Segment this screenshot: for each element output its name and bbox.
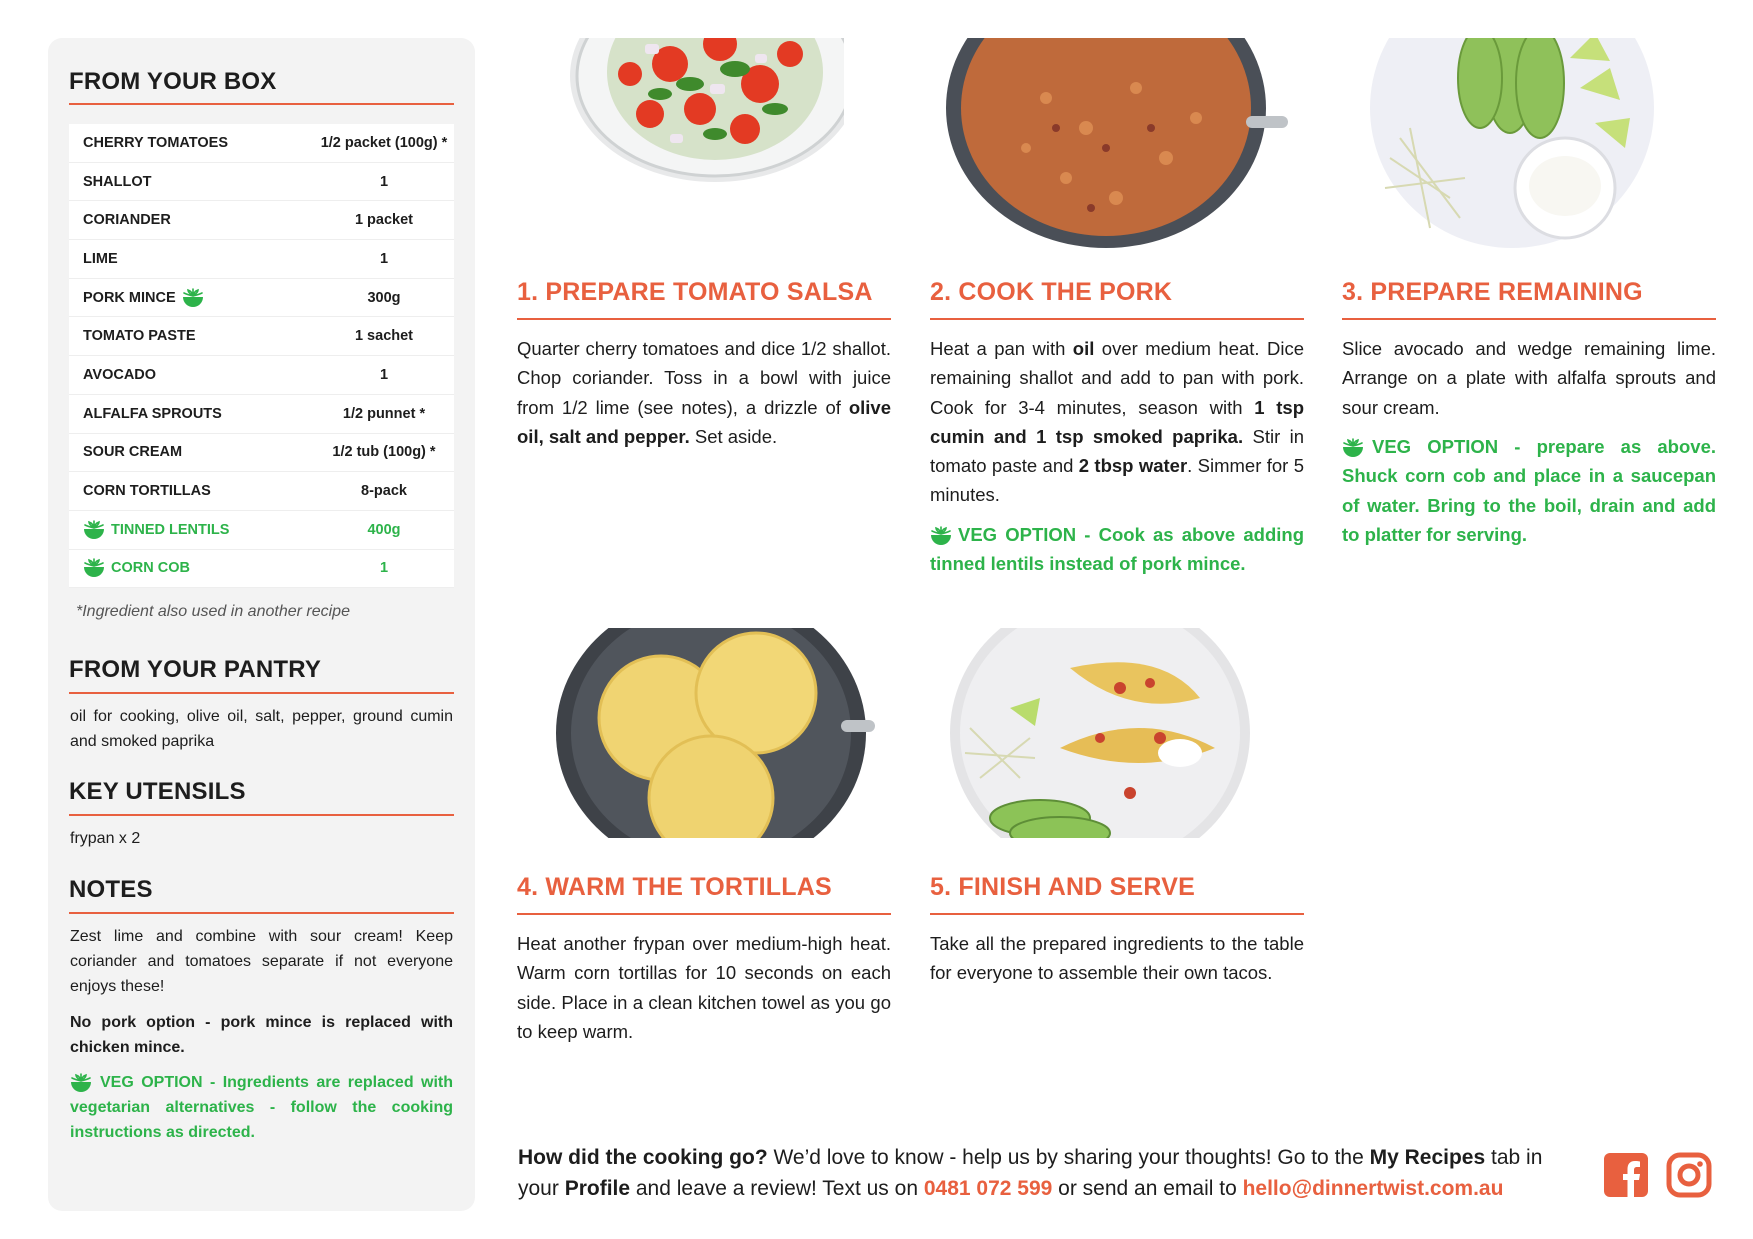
ingredient-quantity: 1/2 punnet * bbox=[342, 405, 426, 422]
ingredient-name-text: CHERRY TOMATOES bbox=[83, 134, 229, 151]
ingredient-name-text: CORIANDER bbox=[83, 212, 171, 229]
ingredient-name-text: CORN COB bbox=[111, 560, 190, 577]
veg-option-icon bbox=[1342, 438, 1364, 458]
veg-option-note bbox=[70, 1070, 453, 1145]
ingredient-name-text: SOUR CREAM bbox=[83, 444, 183, 461]
ingredient-quantity: 400g bbox=[367, 521, 401, 538]
veg-option-icon bbox=[930, 526, 952, 546]
ingredient-quantity: 1 bbox=[379, 560, 389, 577]
ingredient-name bbox=[83, 251, 118, 267]
step-2-text-c: over medium heat. Dice remaining shallot and add to pan with pork. Cook for 3-4 minutes, season with bbox=[930, 338, 1304, 418]
feedback-footer bbox=[518, 1142, 1578, 1204]
step-2-text bbox=[930, 334, 1304, 510]
ingredient-row bbox=[69, 434, 454, 473]
step-4-text: Heat another frypan over medium-high heat. Warm corn tortillas for 10 seconds on each side. Place in a clean kitchen towel as you go to keep warm. bbox=[517, 933, 891, 1042]
veg-option-icon bbox=[83, 558, 105, 578]
step-1-text-a: Quarter cherry tomatoes and dice 1/2 shallot. Chop coriander. Toss in a bowl with juice from 1/2 lime (see notes), a drizzle of bbox=[517, 338, 891, 418]
step-2-text-d: 1 tsp cumin and 1 tsp smoked paprika. bbox=[930, 396, 1304, 447]
ingredient-row bbox=[69, 356, 454, 395]
step-5-title: 5. FINISH AND SERVE bbox=[930, 873, 1195, 901]
ingredient-quantity: 1 bbox=[379, 250, 389, 267]
step-2-text-b: oil bbox=[1072, 338, 1095, 359]
facebook-icon[interactable] bbox=[1603, 1152, 1649, 1198]
tortillas-pan-photo bbox=[556, 628, 876, 838]
avocado-sprouts-plate-photo bbox=[1370, 38, 1655, 248]
ingredient-quantity: 1/2 packet (100g) * bbox=[320, 134, 448, 151]
feedback-question: How did the cooking go? bbox=[518, 1146, 768, 1169]
heading-rule bbox=[69, 814, 454, 816]
ingredient-row bbox=[69, 511, 454, 550]
step-rule bbox=[517, 318, 891, 320]
from-your-box-heading: FROM YOUR BOX bbox=[69, 68, 277, 95]
instagram-icon[interactable] bbox=[1666, 1152, 1712, 1198]
tomato-salsa-bowl-photo bbox=[520, 0, 844, 248]
utensils-text: frypan x 2 bbox=[70, 830, 141, 847]
ingredient-row bbox=[69, 317, 454, 356]
ingredient-name bbox=[83, 174, 151, 190]
heading-rule bbox=[69, 103, 454, 105]
no-pork-note: No pork option - pork mince is replaced with chicken mince. bbox=[70, 1014, 453, 1056]
ingredient-name bbox=[83, 558, 190, 578]
step-2-title: 2. COOK THE PORK bbox=[930, 278, 1173, 306]
ingredient-row bbox=[69, 279, 454, 318]
ingredient-row bbox=[69, 124, 454, 163]
ingredient-name-text: PORK MINCE bbox=[83, 289, 176, 306]
step-1-text-c: Set aside. bbox=[689, 425, 778, 447]
ingredient-name-text: AVOCADO bbox=[83, 366, 157, 383]
ingredient-name bbox=[83, 288, 204, 308]
utensils-heading: KEY UTENSILS bbox=[69, 778, 246, 805]
step-3-veg-text: VEG OPTION - prepare as above. Shuck corn cob and place in a saucepan of water. Bring to the boil, drain and add to platter for serving. bbox=[1342, 436, 1716, 545]
step-2-text-f: 2 tbsp water bbox=[1078, 455, 1188, 477]
step-1-text-b: olive oil, salt and pepper. bbox=[517, 396, 891, 447]
step-rule bbox=[930, 913, 1304, 915]
ingredient-quantity: 1 bbox=[379, 173, 389, 190]
ingredient-name-text: SHALLOT bbox=[83, 173, 152, 190]
step-3-title: 3. PREPARE REMAINING bbox=[1342, 278, 1643, 306]
ingredient-row bbox=[69, 163, 454, 202]
step-2-text-a: Heat a pan with bbox=[930, 338, 1073, 359]
my-recipes-link[interactable]: My Recipes bbox=[1369, 1146, 1486, 1169]
veg-option-icon bbox=[83, 520, 105, 540]
veg-option-icon bbox=[70, 1073, 92, 1093]
email-link[interactable]: hello@dinnertwist.com.au bbox=[1242, 1177, 1504, 1200]
step-1-text bbox=[517, 334, 891, 451]
ingredient-name-text: LIME bbox=[83, 250, 118, 267]
ingredient-row bbox=[69, 472, 454, 511]
tacos-plate-photo bbox=[950, 628, 1260, 838]
veg-swap-icon bbox=[182, 288, 204, 308]
pork-mince-pan-photo bbox=[946, 38, 1291, 248]
ingredient-quantity: 1/2 tub (100g) * bbox=[332, 444, 436, 461]
ingredient-row bbox=[69, 240, 454, 279]
ingredient-name bbox=[83, 406, 222, 422]
ingredient-row bbox=[69, 201, 454, 240]
step-3-text: Slice avocado and wedge remaining lime. Arrange on a plate with alfalfa sprouts and sour cream. bbox=[1342, 338, 1716, 418]
ingredient-name-text: TOMATO PASTE bbox=[83, 328, 196, 345]
step-2-text-g: . Simmer for 5 minutes. bbox=[930, 455, 1304, 506]
phone-link[interactable]: 0481 072 599 bbox=[923, 1177, 1053, 1200]
notes-text: Zest lime and combine with sour cream! Keep coriander and tomatoes separate if not everyone enjoys these! bbox=[70, 928, 453, 995]
ingredient-name bbox=[83, 444, 182, 460]
step-2-text-e: Stir in tomato paste and bbox=[930, 425, 1304, 477]
ingredient-quantity: 8-pack bbox=[361, 483, 407, 500]
ingredient-name bbox=[83, 520, 229, 540]
ingredient-quantity: 1 sachet bbox=[354, 328, 414, 345]
step-2-veg-option bbox=[930, 520, 1304, 579]
step-1-title: 1. PREPARE TOMATO SALSA bbox=[517, 278, 873, 306]
ingredient-quantity: 1 bbox=[379, 366, 389, 383]
ingredient-name-text: CORN TORTILLAS bbox=[83, 483, 211, 500]
step-4-title: 4. WARM THE TORTILLAS bbox=[517, 873, 832, 901]
step-3-veg-option bbox=[1342, 432, 1716, 549]
feedback-text: and leave a review! Text us on bbox=[630, 1177, 924, 1200]
step-5-text: Take all the prepared ingredients to the table for everyone to assemble their own tacos. bbox=[930, 933, 1304, 984]
step-2-veg-text: VEG OPTION - Cook as above adding tinned lentils instead of pork mince. bbox=[930, 524, 1304, 575]
feedback-text: tab in your bbox=[518, 1146, 1543, 1200]
pantry-heading: FROM YOUR PANTRY bbox=[69, 656, 322, 683]
step-rule bbox=[1342, 318, 1716, 320]
ingredient-row bbox=[69, 550, 454, 589]
ingredient-row bbox=[69, 395, 454, 434]
ingredients-panel bbox=[48, 38, 475, 1211]
profile-link[interactable]: Profile bbox=[564, 1177, 631, 1200]
ingredient-table bbox=[69, 124, 454, 588]
feedback-text: We’d love to know - help us by sharing your thoughts! Go to the bbox=[767, 1146, 1370, 1169]
ingredient-name bbox=[83, 328, 196, 344]
feedback-text: or send an email to bbox=[1052, 1177, 1243, 1200]
pantry-text: oil for cooking, olive oil, salt, pepper, ground cumin and smoked paprika bbox=[70, 708, 453, 750]
ingredient-quantity: 1 packet bbox=[354, 212, 414, 229]
ingredient-footnote: *Ingredient also used in another recipe bbox=[76, 603, 350, 620]
step-rule bbox=[930, 318, 1304, 320]
heading-rule bbox=[69, 692, 454, 694]
ingredient-quantity: 300g bbox=[367, 289, 401, 306]
notes-heading: NOTES bbox=[69, 876, 153, 903]
ingredient-name-text: ALFALFA SPROUTS bbox=[83, 405, 222, 422]
step-rule bbox=[517, 913, 891, 915]
ingredient-name bbox=[83, 483, 211, 499]
ingredient-name bbox=[83, 135, 228, 151]
heading-rule bbox=[69, 912, 454, 914]
ingredient-name-text: TINNED LENTILS bbox=[111, 521, 230, 538]
ingredient-name bbox=[83, 212, 171, 228]
ingredient-name bbox=[83, 367, 156, 383]
veg-option-note-text: VEG OPTION - Ingredients are replaced with vegetarian alternatives - follow the cooking instructions as directed. bbox=[70, 1074, 453, 1141]
